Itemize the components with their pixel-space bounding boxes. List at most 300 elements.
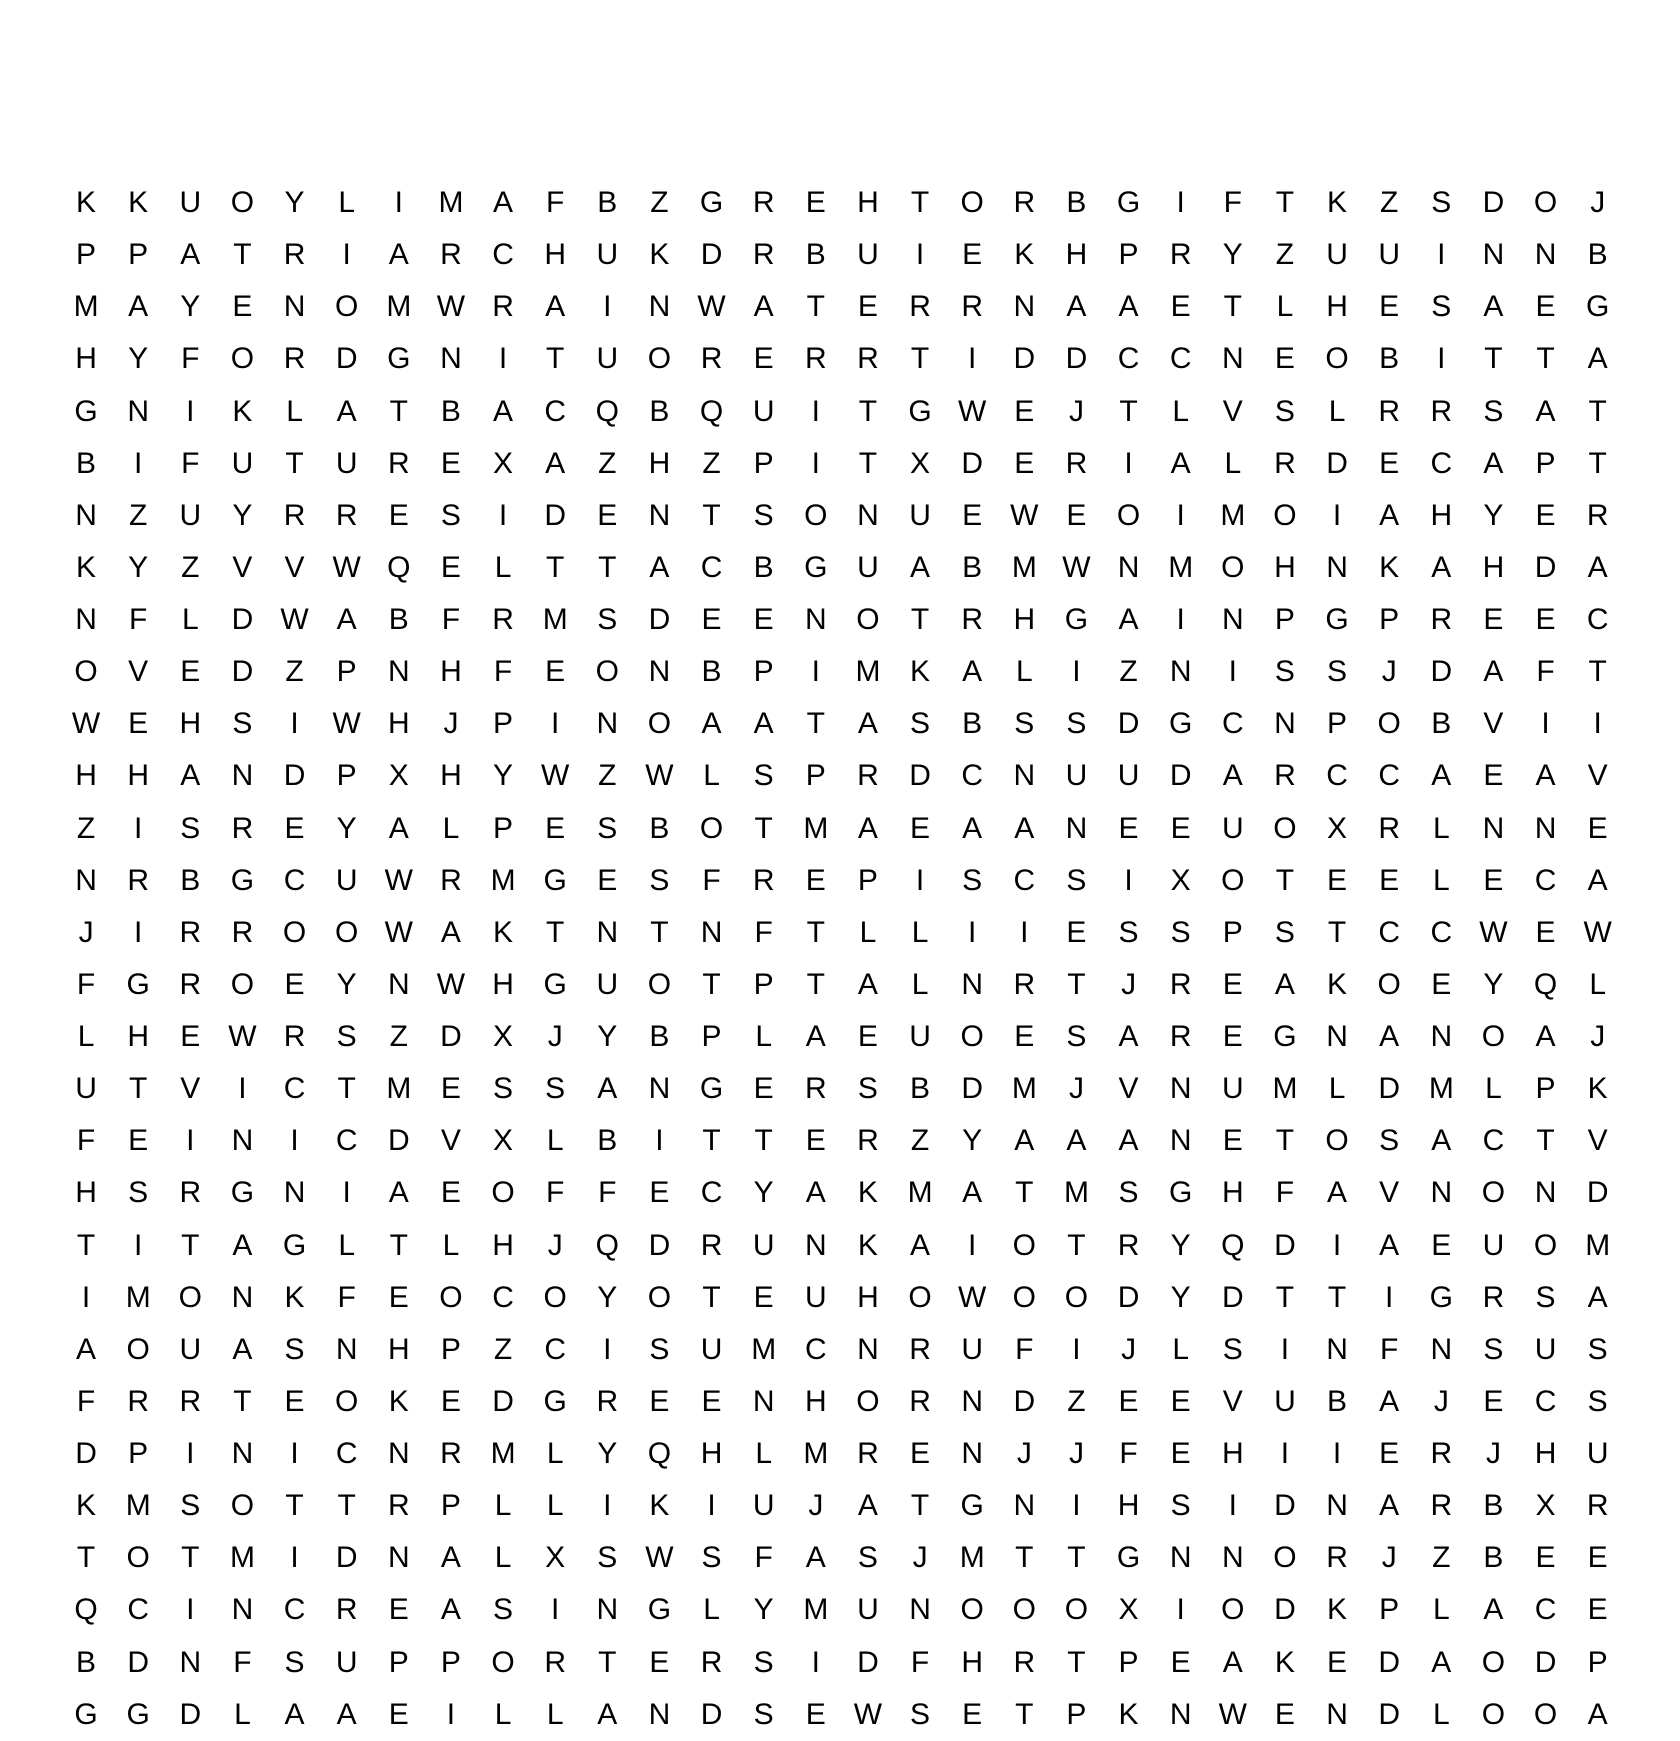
letter-cell[interactable]: R [1013, 967, 1036, 1001]
letter-cell[interactable]: A [857, 811, 878, 845]
letter-cell[interactable]: E [284, 967, 305, 1001]
letter-cell[interactable]: I [134, 811, 143, 845]
letter-cell[interactable]: E [1274, 342, 1295, 376]
letter-cell[interactable]: H [387, 707, 410, 741]
letter-cell[interactable]: Y [597, 1437, 618, 1471]
letter-cell[interactable]: T [702, 1124, 721, 1158]
letter-cell[interactable]: E [440, 1072, 461, 1106]
letter-cell[interactable]: R [1430, 603, 1453, 637]
letter-cell[interactable]: U [857, 238, 879, 272]
letter-cell[interactable]: E [649, 1384, 670, 1418]
letter-cell[interactable]: O [647, 707, 672, 741]
letter-cell[interactable]: N [1117, 550, 1140, 584]
letter-cell[interactable]: P [336, 655, 357, 689]
letter-cell[interactable]: S [1066, 1020, 1087, 1054]
letter-cell[interactable]: S [1431, 186, 1452, 220]
letter-cell[interactable]: D [1274, 1593, 1296, 1627]
letter-cell[interactable]: M [73, 290, 99, 324]
letter-cell[interactable]: G [1064, 603, 1089, 637]
letter-cell[interactable]: G [1116, 186, 1141, 220]
letter-cell[interactable]: H [1274, 550, 1296, 584]
letter-cell[interactable]: U [75, 1072, 97, 1106]
letter-cell[interactable]: J [547, 1020, 563, 1054]
letter-cell[interactable]: N [804, 1228, 827, 1262]
letter-cell[interactable]: S [1327, 655, 1348, 689]
letter-cell[interactable]: E [753, 1280, 774, 1314]
letter-cell[interactable]: A [1379, 1384, 1400, 1418]
letter-cell[interactable]: A [1327, 1176, 1348, 1210]
letter-cell[interactable]: S [1483, 394, 1504, 428]
letter-cell[interactable]: E [1118, 1384, 1139, 1418]
letter-cell[interactable]: E [545, 655, 566, 689]
letter-cell[interactable]: A [1483, 655, 1504, 689]
letter-cell[interactable]: R [1169, 967, 1192, 1001]
letter-cell[interactable]: T [337, 1072, 356, 1106]
letter-cell[interactable]: E [649, 1645, 670, 1679]
letter-cell[interactable]: Q [647, 1437, 672, 1471]
letter-cell[interactable]: N [387, 1437, 410, 1471]
letter-cell[interactable]: E [1170, 811, 1191, 845]
letter-cell[interactable]: E [1014, 446, 1035, 480]
letter-cell[interactable]: U [1534, 1332, 1557, 1366]
letter-cell[interactable]: B [1066, 186, 1087, 220]
letter-cell[interactable]: D [231, 655, 254, 689]
letter-cell[interactable]: G [126, 967, 150, 1001]
letter-cell[interactable]: W [1010, 498, 1039, 532]
letter-cell[interactable]: O [960, 1593, 984, 1627]
letter-cell[interactable]: I [603, 1332, 612, 1366]
letter-cell[interactable]: R [492, 290, 514, 324]
letter-cell[interactable]: E [1014, 1020, 1035, 1054]
letter-cell[interactable]: I [1176, 1593, 1185, 1627]
letter-cell[interactable]: M [125, 1489, 151, 1523]
letter-cell[interactable]: K [1327, 186, 1348, 220]
letter-cell[interactable]: M [1585, 1228, 1611, 1262]
letter-cell[interactable]: X [388, 759, 409, 793]
letter-cell[interactable]: N [1326, 550, 1348, 584]
letter-cell[interactable]: V [1222, 1384, 1243, 1418]
letter-cell[interactable]: G [1586, 290, 1610, 324]
letter-cell[interactable]: W [697, 290, 726, 324]
letter-cell[interactable]: C [1430, 915, 1453, 949]
letter-cell[interactable]: K [1379, 550, 1400, 584]
letter-cell[interactable]: U [596, 967, 619, 1001]
letter-cell[interactable]: O [1481, 1645, 1506, 1679]
letter-cell[interactable]: O [335, 290, 359, 324]
letter-cell[interactable]: D [1378, 1645, 1401, 1679]
letter-cell[interactable]: A [753, 290, 774, 324]
letter-cell[interactable]: P [1274, 603, 1295, 637]
letter-cell[interactable]: P [1535, 446, 1556, 480]
letter-cell[interactable]: Q [387, 550, 411, 584]
letter-cell[interactable]: S [857, 1072, 878, 1106]
letter-cell[interactable]: N [1534, 811, 1557, 845]
letter-cell[interactable]: N [1013, 290, 1036, 324]
letter-cell[interactable]: L [1485, 1072, 1502, 1106]
letter-cell[interactable]: Y [232, 498, 253, 532]
letter-cell[interactable]: T [1275, 186, 1295, 220]
letter-cell[interactable]: H [804, 1384, 827, 1418]
letter-cell[interactable]: D [1013, 342, 1036, 376]
letter-cell[interactable]: D [700, 238, 723, 272]
letter-cell[interactable]: R [387, 446, 410, 480]
letter-cell[interactable]: A [962, 655, 983, 689]
letter-cell[interactable]: A [1274, 967, 1295, 1001]
letter-cell[interactable]: P [753, 446, 774, 480]
letter-cell[interactable]: O [1221, 863, 1245, 897]
letter-cell[interactable]: A [805, 1541, 826, 1575]
letter-cell[interactable]: T [806, 915, 825, 949]
letter-cell[interactable]: T [754, 811, 773, 845]
letter-cell[interactable]: D [1378, 1697, 1401, 1731]
letter-cell[interactable]: R [1378, 811, 1401, 845]
letter-cell[interactable]: H [961, 1645, 984, 1679]
letter-cell[interactable]: F [754, 1541, 773, 1575]
letter-cell[interactable]: A [440, 915, 461, 949]
letter-cell[interactable]: S [1170, 1489, 1191, 1523]
letter-cell[interactable]: B [388, 603, 409, 637]
letter-cell[interactable]: W [436, 290, 466, 324]
letter-cell[interactable]: V [1587, 1124, 1608, 1158]
letter-cell[interactable]: A [1379, 1020, 1400, 1054]
letter-cell[interactable]: N [857, 498, 879, 532]
letter-cell[interactable]: I [1332, 1437, 1342, 1471]
letter-cell[interactable]: B [1431, 707, 1452, 741]
letter-cell[interactable]: K [76, 186, 97, 220]
letter-cell[interactable]: T [546, 342, 565, 376]
letter-cell[interactable]: R [1586, 1489, 1609, 1523]
letter-cell[interactable]: I [915, 238, 925, 272]
letter-cell[interactable]: S [284, 1645, 305, 1679]
letter-cell[interactable]: N [387, 655, 410, 689]
letter-cell[interactable]: F [702, 863, 721, 897]
letter-cell[interactable]: S [1222, 1332, 1243, 1366]
letter-cell[interactable]: A [1535, 394, 1556, 428]
letter-cell[interactable]: K [388, 1384, 409, 1418]
letter-cell[interactable]: A [805, 1176, 826, 1210]
letter-cell[interactable]: C [1221, 707, 1244, 741]
letter-cell[interactable]: C [1534, 1384, 1557, 1418]
letter-cell[interactable]: O [230, 342, 255, 376]
letter-cell[interactable]: Z [1275, 238, 1295, 272]
letter-cell[interactable]: T [858, 394, 878, 428]
letter-cell[interactable]: B [1379, 342, 1400, 376]
letter-cell[interactable]: Y [493, 759, 514, 793]
letter-cell[interactable]: T [1067, 1541, 1086, 1575]
letter-cell[interactable]: O [126, 1541, 150, 1575]
letter-cell[interactable]: R [283, 342, 306, 376]
letter-cell[interactable]: G [1429, 1280, 1453, 1314]
letter-cell[interactable]: U [1117, 759, 1140, 793]
letter-cell[interactable]: E [805, 186, 826, 220]
letter-cell[interactable]: E [232, 290, 253, 324]
letter-cell[interactable]: E [1483, 1384, 1504, 1418]
letter-cell[interactable]: H [1430, 498, 1453, 532]
letter-cell[interactable]: U [909, 1020, 931, 1054]
letter-cell[interactable]: K [76, 1489, 97, 1523]
letter-cell[interactable]: H [127, 759, 150, 793]
letter-cell[interactable]: I [1176, 186, 1185, 220]
letter-cell[interactable]: E [753, 342, 774, 376]
letter-cell[interactable]: T [1223, 290, 1242, 324]
letter-cell[interactable]: F [76, 967, 96, 1001]
letter-cell[interactable]: U [1586, 1437, 1609, 1471]
letter-cell[interactable]: G [699, 186, 724, 220]
letter-cell[interactable]: Z [1432, 1541, 1451, 1575]
letter-cell[interactable]: U [857, 1593, 879, 1627]
letter-cell[interactable]: C [1378, 759, 1401, 793]
letter-cell[interactable]: C [1430, 446, 1453, 480]
letter-cell[interactable]: O [1325, 342, 1349, 376]
letter-cell[interactable]: O [74, 655, 98, 689]
letter-cell[interactable]: A [1535, 1020, 1556, 1054]
letter-cell[interactable]: A [1431, 759, 1452, 793]
letter-cell[interactable]: H [492, 1228, 514, 1262]
letter-cell[interactable]: T [546, 550, 565, 584]
letter-cell[interactable]: E [857, 290, 878, 324]
letter-cell[interactable]: I [1332, 1228, 1342, 1262]
letter-cell[interactable]: U [596, 238, 619, 272]
letter-cell[interactable]: W [280, 603, 309, 637]
letter-cell[interactable]: U [1326, 238, 1348, 272]
letter-cell[interactable]: R [440, 863, 462, 897]
letter-cell[interactable]: S [180, 811, 201, 845]
letter-cell[interactable]: E [440, 550, 461, 584]
letter-cell[interactable]: P [1327, 707, 1348, 741]
letter-cell[interactable]: E [1014, 394, 1035, 428]
letter-cell[interactable]: L [703, 1593, 720, 1627]
letter-cell[interactable]: G [230, 863, 255, 897]
letter-cell[interactable]: I [968, 915, 977, 949]
letter-cell[interactable]: I [968, 1228, 977, 1262]
letter-cell[interactable]: N [1169, 1072, 1192, 1106]
letter-cell[interactable]: A [597, 1697, 618, 1731]
letter-cell[interactable]: L [234, 1697, 251, 1731]
letter-cell[interactable]: R [909, 1384, 931, 1418]
letter-cell[interactable]: R [752, 186, 775, 220]
letter-cell[interactable]: E [1379, 446, 1400, 480]
letter-cell[interactable]: O [1221, 1593, 1245, 1627]
letter-cell[interactable]: N [231, 1593, 254, 1627]
letter-cell[interactable]: I [968, 342, 977, 376]
letter-cell[interactable]: I [186, 1593, 195, 1627]
letter-cell[interactable]: G [387, 342, 411, 376]
letter-cell[interactable]: I [1280, 1437, 1290, 1471]
letter-cell[interactable]: B [805, 238, 826, 272]
letter-cell[interactable]: G [647, 1593, 672, 1627]
letter-cell[interactable]: R [804, 342, 827, 376]
letter-cell[interactable]: U [231, 446, 254, 480]
letter-cell[interactable]: R [1482, 1280, 1505, 1314]
letter-cell[interactable]: L [911, 915, 929, 949]
letter-cell[interactable]: F [1275, 1176, 1295, 1210]
letter-cell[interactable]: V [440, 1124, 461, 1158]
letter-cell[interactable]: E [910, 811, 931, 845]
letter-cell[interactable]: K [1587, 1072, 1608, 1106]
letter-cell[interactable]: Z [1119, 655, 1138, 689]
letter-cell[interactable]: U [335, 446, 358, 480]
letter-cell[interactable]: O [647, 342, 672, 376]
letter-cell[interactable]: R [283, 238, 306, 272]
letter-cell[interactable]: B [1587, 238, 1608, 272]
letter-cell[interactable]: P [1535, 1072, 1556, 1106]
letter-cell[interactable]: T [233, 1384, 252, 1418]
letter-cell[interactable]: S [493, 1072, 514, 1106]
letter-cell[interactable]: O [1064, 1593, 1089, 1627]
letter-cell[interactable]: R [1169, 1020, 1192, 1054]
letter-cell[interactable]: H [857, 1280, 879, 1314]
letter-cell[interactable]: N [75, 498, 97, 532]
letter-cell[interactable]: Z [129, 498, 148, 532]
letter-cell[interactable]: K [284, 1280, 305, 1314]
letter-cell[interactable]: N [961, 1437, 984, 1471]
letter-cell[interactable]: S [753, 498, 774, 532]
letter-cell[interactable]: H [1065, 238, 1088, 272]
letter-cell[interactable]: L [442, 811, 460, 845]
letter-cell[interactable]: E [753, 1072, 774, 1106]
letter-cell[interactable]: S [1431, 290, 1452, 324]
letter-cell[interactable]: T [1536, 1124, 1555, 1158]
letter-cell[interactable]: D [440, 1020, 462, 1054]
letter-cell[interactable]: A [597, 1072, 618, 1106]
letter-cell[interactable]: G [543, 1384, 567, 1418]
letter-cell[interactable]: E [805, 863, 826, 897]
letter-cell[interactable]: E [1118, 811, 1139, 845]
letter-cell[interactable]: M [490, 863, 516, 897]
letter-cell[interactable]: D [1326, 446, 1348, 480]
letter-cell[interactable]: O [1377, 707, 1401, 741]
letter-cell[interactable]: A [128, 290, 149, 324]
letter-cell[interactable]: S [597, 603, 618, 637]
letter-cell[interactable]: R [961, 290, 984, 324]
letter-cell[interactable]: R [179, 915, 202, 949]
letter-cell[interactable]: O [230, 967, 255, 1001]
letter-cell[interactable]: Y [753, 1593, 774, 1627]
letter-cell[interactable]: A [1587, 550, 1608, 584]
letter-cell[interactable]: R [700, 1228, 723, 1262]
letter-cell[interactable]: H [648, 446, 671, 480]
letter-cell[interactable]: K [232, 394, 253, 428]
letter-cell[interactable]: S [1066, 863, 1087, 897]
letter-cell[interactable]: C [1117, 342, 1140, 376]
letter-cell[interactable]: Q [595, 394, 619, 428]
letter-cell[interactable]: E [1431, 1228, 1452, 1262]
letter-cell[interactable]: J [443, 707, 459, 741]
letter-cell[interactable]: T [702, 498, 721, 532]
letter-cell[interactable]: M [1428, 1072, 1454, 1106]
letter-cell[interactable]: O [1481, 1176, 1506, 1210]
letter-cell[interactable]: X [1327, 811, 1348, 845]
letter-cell[interactable]: B [440, 394, 461, 428]
letter-cell[interactable]: L [1172, 1332, 1190, 1366]
letter-cell[interactable]: P [805, 759, 826, 793]
letter-cell[interactable]: A [284, 1697, 305, 1731]
letter-cell[interactable]: R [909, 1332, 931, 1366]
letter-cell[interactable]: B [1327, 1384, 1348, 1418]
letter-cell[interactable]: L [1432, 863, 1450, 897]
letter-cell[interactable]: R [1065, 446, 1088, 480]
letter-cell[interactable]: M [803, 1437, 829, 1471]
letter-cell[interactable]: T [598, 1645, 617, 1679]
letter-cell[interactable]: G [74, 1697, 98, 1731]
letter-cell[interactable]: R [1169, 238, 1192, 272]
letter-cell[interactable]: S [1483, 1332, 1504, 1366]
letter-cell[interactable]: N [1430, 1332, 1453, 1366]
letter-cell[interactable]: E [440, 446, 461, 480]
letter-cell[interactable]: R [387, 1489, 410, 1523]
letter-cell[interactable]: G [960, 1489, 984, 1523]
letter-cell[interactable]: P [440, 1645, 461, 1679]
letter-cell[interactable]: T [76, 1541, 96, 1575]
letter-cell[interactable]: N [1221, 1541, 1244, 1575]
letter-cell[interactable]: O [282, 915, 307, 949]
letter-cell[interactable]: D [648, 1228, 671, 1262]
letter-cell[interactable]: E [753, 603, 774, 637]
letter-cell[interactable]: L [859, 915, 877, 949]
letter-cell[interactable]: I [1280, 1332, 1290, 1366]
letter-cell[interactable]: T [754, 1124, 773, 1158]
letter-cell[interactable]: R [857, 759, 879, 793]
letter-cell[interactable]: W [436, 967, 466, 1001]
letter-cell[interactable]: I [1176, 603, 1185, 637]
letter-cell[interactable]: D [1117, 1280, 1140, 1314]
letter-cell[interactable]: F [129, 603, 148, 637]
letter-cell[interactable]: N [961, 1384, 984, 1418]
letter-cell[interactable]: I [1124, 446, 1133, 480]
letter-cell[interactable]: E [1535, 498, 1556, 532]
letter-cell[interactable]: E [1535, 603, 1556, 637]
letter-cell[interactable]: P [336, 759, 357, 793]
letter-cell[interactable]: A [1587, 1280, 1608, 1314]
letter-cell[interactable]: A [857, 707, 878, 741]
letter-cell[interactable]: B [962, 707, 983, 741]
letter-cell[interactable]: D [231, 603, 254, 637]
letter-cell[interactable]: G [1116, 1541, 1141, 1575]
letter-cell[interactable]: N [335, 1332, 358, 1366]
letter-cell[interactable]: H [75, 759, 97, 793]
letter-cell[interactable]: P [753, 967, 774, 1001]
letter-cell[interactable]: C [492, 238, 514, 272]
letter-cell[interactable]: Y [962, 1124, 983, 1158]
letter-cell[interactable]: Q [699, 394, 724, 428]
letter-cell[interactable]: B [1483, 1489, 1504, 1523]
letter-cell[interactable]: A [1587, 863, 1608, 897]
letter-cell[interactable]: N [231, 1124, 254, 1158]
letter-cell[interactable]: H [75, 342, 97, 376]
letter-cell[interactable]: R [179, 1384, 202, 1418]
letter-cell[interactable]: U [1274, 1384, 1296, 1418]
letter-cell[interactable]: O [804, 498, 828, 532]
letter-cell[interactable]: T [1536, 342, 1555, 376]
letter-cell[interactable]: E [1431, 967, 1452, 1001]
letter-cell[interactable]: R [1274, 759, 1296, 793]
letter-cell[interactable]: P [1118, 238, 1139, 272]
letter-cell[interactable]: D [1117, 707, 1140, 741]
letter-cell[interactable]: E [1327, 1645, 1348, 1679]
letter-cell[interactable]: Y [1170, 1228, 1191, 1262]
letter-cell[interactable]: O [335, 915, 359, 949]
letter-cell[interactable]: W [71, 707, 101, 741]
letter-cell[interactable]: B [649, 394, 670, 428]
letter-cell[interactable]: D [1534, 1645, 1557, 1679]
letter-cell[interactable]: O [335, 1384, 359, 1418]
letter-cell[interactable]: A [1014, 811, 1035, 845]
letter-cell[interactable]: U [752, 394, 775, 428]
letter-cell[interactable]: C [1013, 863, 1036, 897]
letter-cell[interactable]: I [1176, 498, 1185, 532]
letter-cell[interactable]: Y [1222, 238, 1243, 272]
letter-cell[interactable]: W [1583, 915, 1612, 949]
